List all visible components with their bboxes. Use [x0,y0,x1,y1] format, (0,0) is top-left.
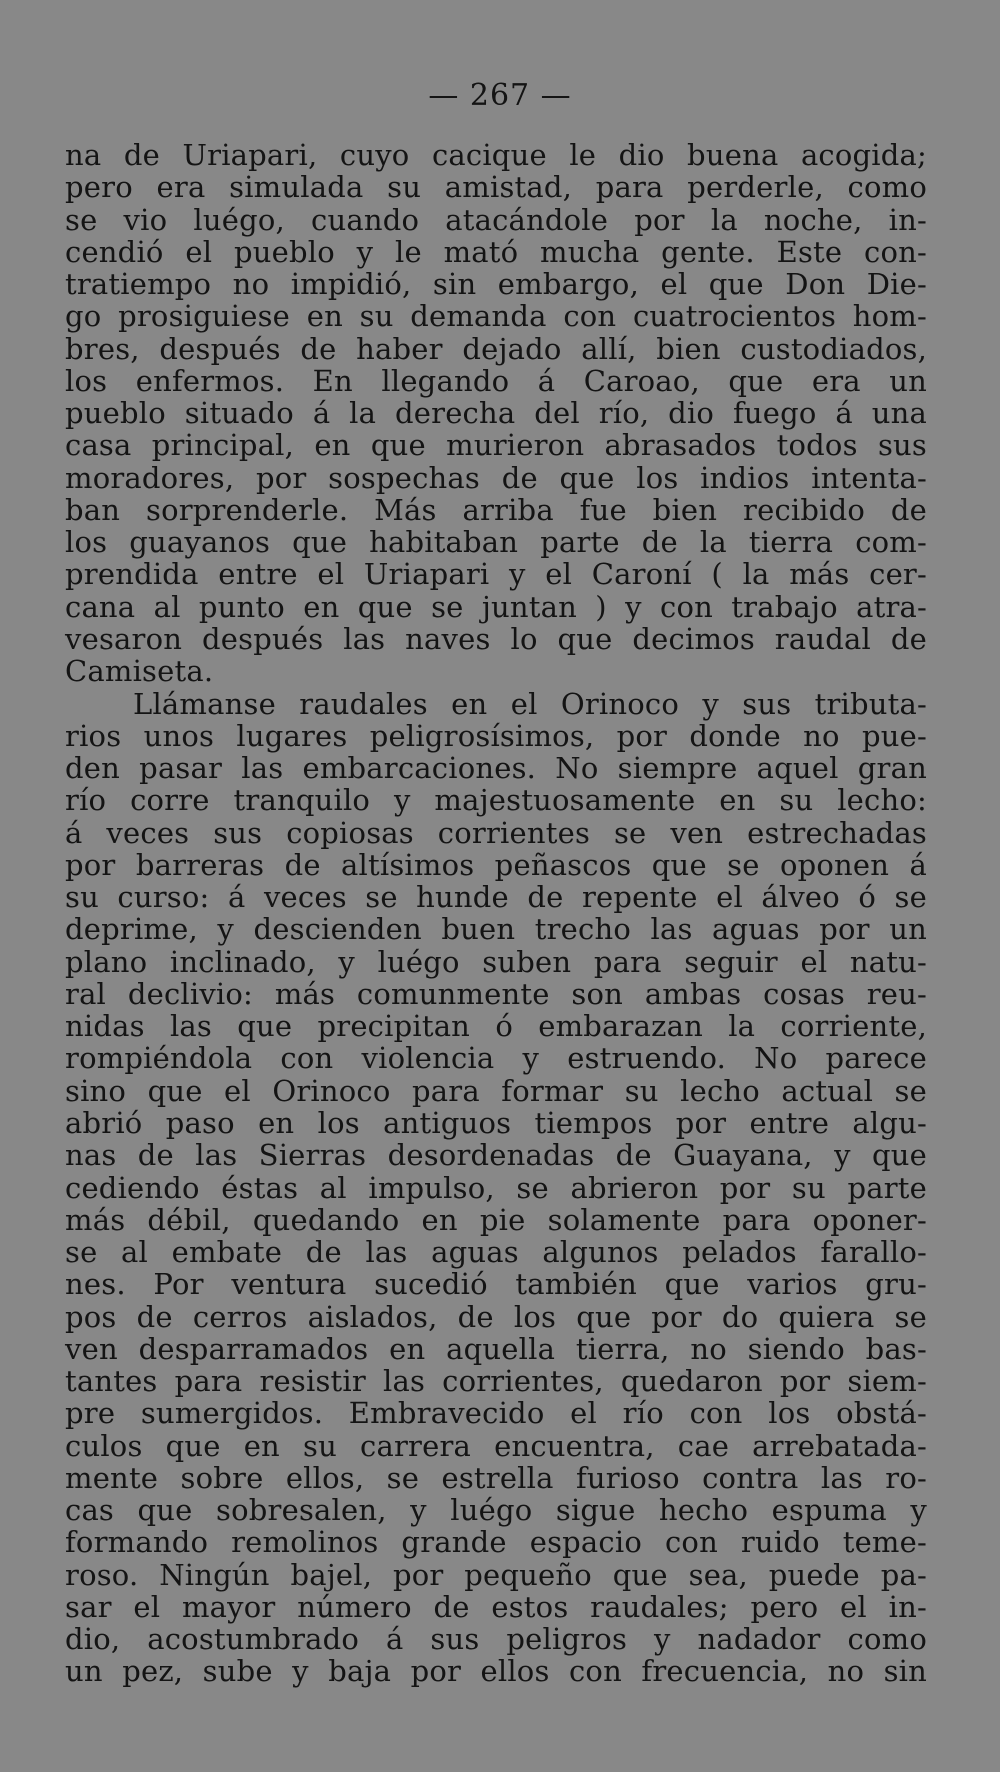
text-line: abrió paso en los antiguos tiempos por entre algu- [65,1105,927,1140]
page-number: — 267 — [428,78,572,113]
text-line: casa principal, en que murieron abrasados todos sus [65,428,927,463]
text-line: na de Uriapari, cuyo cacique le dio buena acogida; [65,138,927,172]
text-line: pero era simulada su amistad, para perderle, como [65,170,927,205]
text-line: á veces sus copiosas corrientes se ven estrechadas [65,815,927,850]
text-line: su curso: á veces se hunde de repente el álveo ó se [65,880,927,915]
text-line: sar el mayor número de estos raudales; pero el in- [65,1589,927,1624]
text-line: nidas las que precipitan ó embarazan la corriente, [65,1009,927,1044]
text-line: prendida entre el Uriapari y el Caroní ( la más cer- [65,557,927,592]
text-line: ven desparramados en aquella tierra, no siendo bas- [65,1331,927,1366]
text-line: culos que en su carrera encuentra, cae arrebatada- [65,1428,927,1463]
text-line: pre sumergidos. Embravecido el río con los obstá- [65,1396,927,1431]
paragraph-first-line: Llámanse raudales en el Orinoco y sus tributa- [133,686,927,721]
text-line: cendió el pueblo y le mató mucha gente. Este con- [65,234,927,269]
text-line: rompiéndola con violencia y estruendo. No parece [65,1041,927,1076]
text-line: deprime, y descienden buen trecho las aguas por un [65,912,927,947]
text-line: mente sobre ellos, se estrella furioso contra las ro- [65,1460,927,1495]
text-line: ral declivio: más comunmente son ambas cosas reu- [65,976,927,1011]
text-line: sino que el Orinoco para formar su lecho actual se [65,1073,927,1108]
text-line: moradores, por sospechas de que los indios intenta- [65,460,927,495]
text-line: tratiempo no impidió, sin embargo, el que Don Die- [65,267,927,302]
text-line: roso. Ningún bajel, por pequeño que sea, puede pa- [65,1557,927,1592]
text-line: go prosiguiese en su demanda con cuatrocientos hom- [65,299,927,334]
paragraph-end-line: Camiseta. [65,654,214,689]
text-line: nas de las Sierras desordenadas de Guayana, y que [65,1138,927,1173]
text-line: cana al punto en que se juntan ) y con trabajo atra- [65,589,927,624]
text-line: plano inclinado, y luégo suben para seguir el natu- [65,944,927,979]
text-line: formando remolinos grande espacio con ruido teme- [65,1525,927,1560]
text-line: más débil, quedando en pie solamente para oponer- [65,1202,927,1237]
text-line: se vio luégo, cuando atacándole por la noche, in- [65,202,927,237]
text-line: se al embate de las aguas algunos pelados farallo- [65,1235,927,1270]
text-line: nes. Por ventura sucedió también que varios gru- [65,1267,927,1302]
text-line: pos de cerros aislados, de los que por do quiera se [65,1299,927,1334]
text-line: los guayanos que habitaban parte de la tierra com- [65,525,927,560]
text-line: cas que sobresalen, y luégo sigue hecho espuma y [65,1493,927,1528]
text-line: un pez, sube y baja por ellos con frecuencia, no sin [65,1654,927,1689]
text-line: ban sorprenderle. Más arriba fue bien recibido de [65,492,927,527]
body-text [65,139,927,1688]
text-line: río corre tranquilo y majestuosamente en su lecho: [65,783,927,818]
text-line: vesaron después las naves lo que decimos raudal de [65,621,927,656]
text-line: rios unos lugares peligrosísimos, por donde no pue- [65,718,927,753]
text-line: dio, acostumbrado á sus peligros y nadador como [65,1622,927,1657]
text-line: tantes para resistir las corrientes, quedaron por siem- [65,1364,927,1399]
text-line: pueblo situado á la derecha del río, dio fuego á una [65,396,927,431]
text-line: den pasar las embarcaciones. No siempre aquel gran [65,751,927,786]
text-line: bres, después de haber dejado allí, bien custodiados, [65,331,927,366]
text-line: por barreras de altísimos peñascos que se oponen á [65,847,927,882]
text-line: los enfermos. En llegando á Caroao, que era un [65,363,927,398]
text-line: cediendo éstas al impulso, se abrieron por su parte [65,1170,927,1205]
